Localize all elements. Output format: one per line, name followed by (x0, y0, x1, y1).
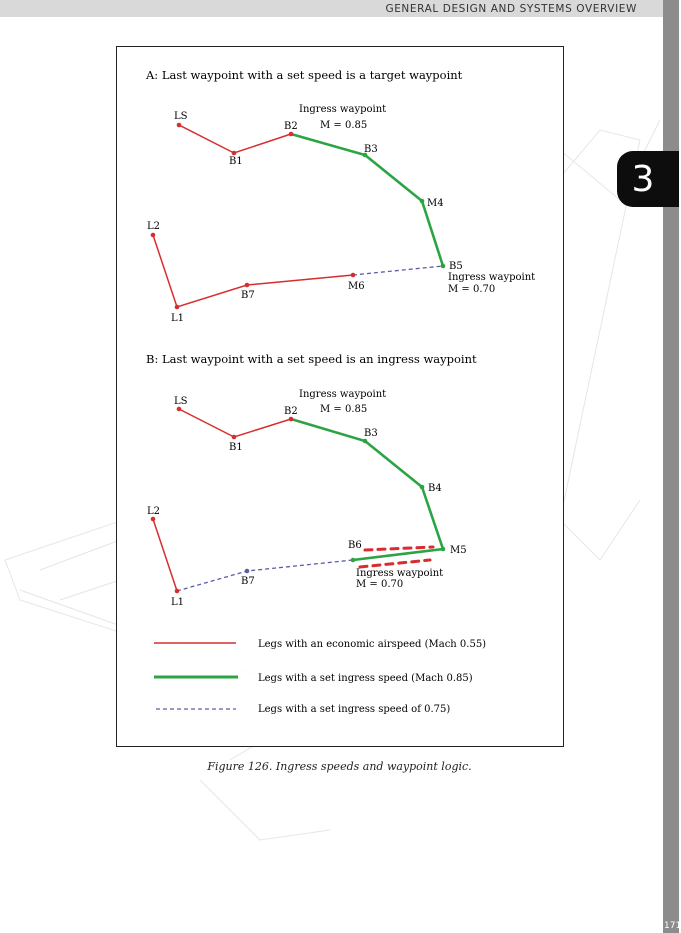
header-title: GENERAL DESIGN AND SYSTEMS OVERVIEW (385, 3, 637, 15)
panel-b-label-ls: LS (174, 396, 188, 407)
panel-b-waypoint-m5 (441, 547, 446, 552)
panel-b-dashes-lower (360, 560, 430, 567)
panel-b-waypoint-l1 (175, 589, 180, 594)
panel-a-label-b5: B5 (449, 261, 463, 272)
panel-b-waypoint-ls (177, 407, 182, 412)
page-number: 171 (664, 921, 681, 931)
legend-label-dashed: Legs with a set ingress speed of 0.75) (258, 704, 451, 715)
panel-a-waypoint-l1 (175, 305, 180, 310)
panel-a-waypoint-m4 (420, 199, 425, 204)
panel-b-label-b4: B4 (428, 483, 442, 494)
panel-b-ingress-top-speed: M = 0.85 (320, 404, 368, 415)
panel-b-leg-l2-l1 (153, 519, 177, 591)
panel-a-ingress-top: Ingress waypoint (299, 104, 387, 115)
panel-b-leg-l1-b7-b6 (177, 560, 353, 591)
panel-b-leg-ls-b1-b2 (179, 409, 291, 437)
chapter-number: 3 (631, 158, 655, 200)
panel-b-label-b7: B7 (241, 576, 255, 587)
panel-b-label-b6: B6 (348, 540, 362, 551)
panel-b-label-m5: M5 (450, 545, 467, 556)
panel-a-label-l1: L1 (171, 313, 185, 324)
figure-caption: Figure 126. Ingress speeds and waypoint logic. (207, 760, 472, 773)
panel-a-title: A: Last waypoint with a set speed is a target waypoint (146, 68, 463, 82)
legend-label-ingress: Legs with a set ingress speed (Mach 0.85) (258, 673, 473, 684)
panel-a-ingress-top-speed: M = 0.85 (320, 120, 368, 131)
panel-a-leg-ls-b1-b2 (179, 125, 291, 153)
panel-a-waypoint-m6 (351, 273, 356, 278)
panel-b-label-l2: L2 (147, 506, 161, 517)
panel-a-ingress-bottom-speed: M = 0.70 (448, 284, 496, 295)
panel-b-waypoint-b2 (289, 417, 294, 422)
panel-b-ingress-top: Ingress waypoint (299, 389, 387, 400)
legend-label-economic: Legs with an economic airspeed (Mach 0.55) (258, 639, 487, 650)
panel-b-waypoint-b7 (245, 569, 250, 574)
panel-a-label-m6: M6 (348, 281, 365, 292)
panel-b-waypoint-b6 (351, 558, 356, 563)
panel-b-title: B: Last waypoint with a set speed is an ingress waypoint (146, 352, 477, 366)
panel-a-label-m4: M4 (427, 198, 444, 209)
panel-b-label-b1: B1 (229, 442, 243, 453)
panel-b-label-b2: B2 (284, 406, 298, 417)
panel-a-waypoint-b2 (289, 132, 294, 137)
panel-b-label-b3: B3 (364, 428, 378, 439)
panel-a-label-b3: B3 (364, 144, 378, 155)
panel-a-ingress-bottom: Ingress waypoint (448, 272, 536, 283)
panel-a-waypoint-b1 (232, 151, 237, 156)
panel-b-ingress-bottom-speed: M = 0.70 (356, 579, 404, 590)
panel-a-waypoint-ls (177, 123, 182, 128)
panel-b-waypoint-b4 (420, 485, 425, 490)
panel-b-waypoint-l2 (151, 517, 156, 522)
panel-b-waypoint-b3 (363, 439, 368, 444)
panel-a-label-b1: B1 (229, 156, 243, 167)
panel-a-waypoint-b5 (441, 264, 446, 269)
panel-a-waypoint-l2 (151, 233, 156, 238)
panel-a-waypoint-b7 (245, 283, 250, 288)
panel-b-waypoint-b1 (232, 435, 237, 440)
panel-b-label-l1: L1 (171, 597, 185, 608)
panel-a-leg-m6-b5 (353, 266, 443, 275)
panel-b-ingress-bottom: Ingress waypoint (356, 568, 444, 579)
panel-b-dashes-upper (365, 547, 433, 550)
panel-a-label-b7: B7 (241, 290, 255, 301)
panel-a-label-ls: LS (174, 111, 188, 122)
panel-a-label-b2: B2 (284, 121, 298, 132)
panel-a-label-l2: L2 (147, 221, 161, 232)
